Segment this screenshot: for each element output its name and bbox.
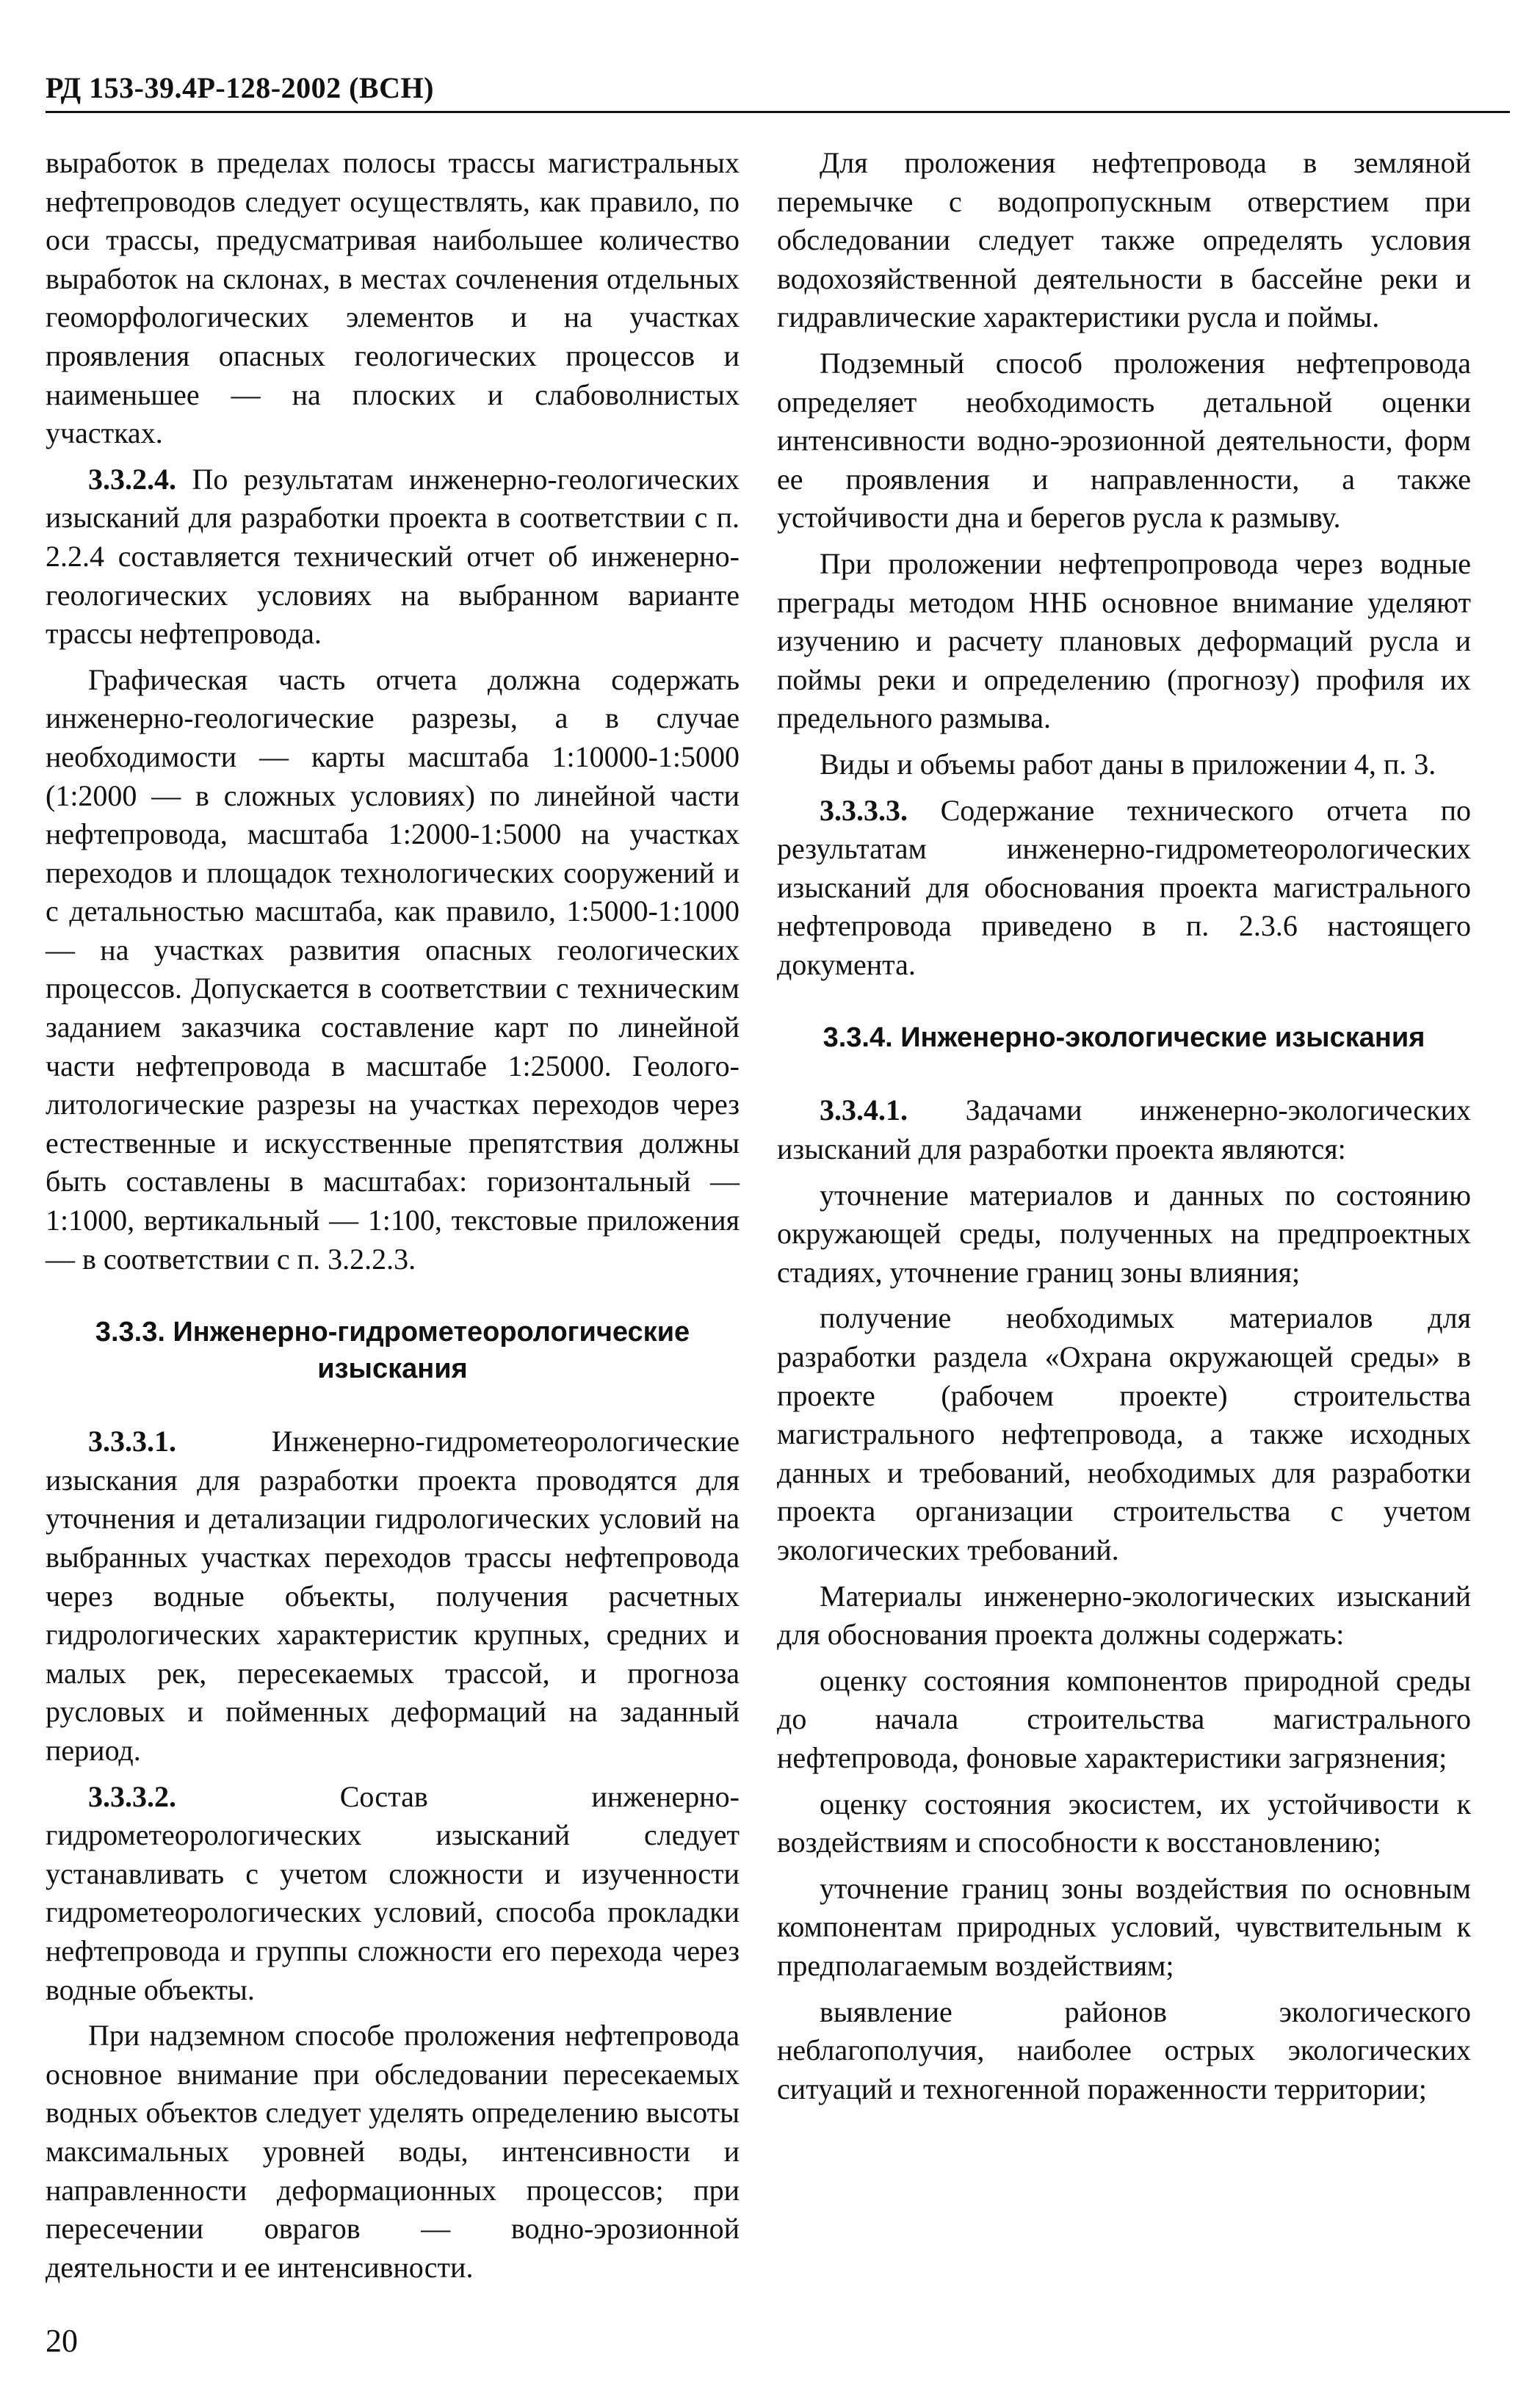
paragraph-text: По результатам инженерно-геологических изысканий для разработки проекта в соответствии с п. 2.2.4 составляется технический отчет об инженерно-геологических условиях на выбранном варианте трассы нефтепровода.	[46, 462, 740, 651]
paragraph	[777, 1091, 1471, 1168]
paragraph: Графическая часть отчета должна содержать инженерно-геологические разрезы, а в случае необходимости — карты масштаба 1:10000-1:5000 (1:2000 — в сложных условиях) по линейной части нефтепровода, масштаба 1:2000-1:5000 на участках переходов и площадок технологических сооружений и с детальностью масштаба, как правило, 1:5000-1:1000 — на участках развития опасных геологических процессов. Допускается в соответствии с техническим заданием заказчика составление карт по линейной части нефтепровода в масштабе 1:25000. Геолого-литологические разрезы на участках переходов через естественные и искусственные препятствия должны быть составлены в масштабах: горизонтальный — 1:1000, вертикальный — 1:100, текстовые приложения — в соответствии с п. 3.2.2.3.	[46, 662, 740, 1276]
paragraph: выработок в пределах полосы трассы магистральных нефтепроводов следует осуществлять, как правило, по оси трассы, предусматривая наибольшее количество выработок на склонах, в местах сочленения отдельных геоморфологических элементов и на участках проявления опасных геологических процессов и наименьшее — на плоских и слабоволнистых участках.	[46, 146, 740, 450]
section-heading: 3.3.3. Инженерно-гидрометеорологические изыскания	[95, 1317, 690, 1385]
document-code: РД 153-39.4Р-128-2002 (ВСН)	[46, 71, 434, 104]
paragraph: Материалы инженерно-экологических изысканий для обоснования проекта должны содержать:	[777, 1579, 1471, 1652]
list-item: оценку состояния экосистем, их устойчивости к воздействиям и способности к восстановлению;	[777, 1787, 1471, 1859]
left-column	[46, 144, 740, 2287]
paragraph-text: Задачами инженерно-экологических изысканий для разработки проекта являются:	[777, 1093, 1471, 1166]
paragraph	[46, 460, 740, 654]
right-column	[777, 144, 1471, 2108]
clause-number: 3.3.3.3.	[820, 793, 908, 827]
paragraph-text: Состав инженерно-гидрометеорологических изысканий следует устанавливать с учетом сложности и изученности гидрометеорологических условий, способа прокладки нефтепровода и группы сложности его перехода через водные объекты.	[46, 1779, 740, 2006]
paragraph: При проложении нефтепропровода через водные преграды методом ННБ основное внимание уделяют изучению и расчету плановых деформаций русла и поймы реки и определению (прогнозу) профиля их предельного размыва.	[777, 546, 1471, 735]
clause-number: 3.3.3.2.	[88, 1779, 176, 1813]
paragraph: Виды и объемы работ даны в приложении 4, п. 3.	[820, 747, 1436, 781]
list-item: уточнение границ зоны воздействия по основным компонентам природных условий, чувствительным к предполагаемым воздействиям;	[777, 1871, 1471, 1982]
clause-number: 3.3.4.1.	[820, 1093, 908, 1127]
paragraph-text: Содержание технического отчета по результатам инженерно-гидрометеорологических изысканий для обоснования проекта магистрального нефтепровода приведено в п. 2.3.6 настоящего документа.	[777, 793, 1471, 981]
running-header	[46, 70, 1510, 113]
clause-number: 3.3.2.4.	[88, 462, 176, 496]
list-item: уточнение материалов и данных по состоянию окружающей среды, полученных на предпроектных стадиях, уточнение границ зоны влияния;	[777, 1178, 1471, 1289]
paragraph	[46, 1778, 740, 2010]
paragraph: При надземном способе проложения нефтепровода основное внимание при обследовании пересекаемых водных объектов следует уделять определению высоты максимальных уровней воды, интенсивности и направленности деформационных процессов; при пересечении оврагов — водно-эрозионной деятельности и ее интенсивности.	[46, 2019, 740, 2284]
list-item: получение необходимых материалов для разработки раздела «Охрана окружающей среды» в проекте (рабочем проекте) строительства магистрального нефтепровода, а также исходных данных и требований, необходимых для разработки проекта организации строительства с учетом экологических требований.	[777, 1301, 1471, 1566]
paragraph	[46, 1422, 740, 1770]
list-item: выявление районов экологического неблагополучия, наиболее острых экологических ситуаций и техногенной пораженности территории;	[777, 1995, 1471, 2105]
paragraph-text: Инженерно-гидрометеорологические изыскания для разработки проекта проводятся для уточнения и детализации гидрологических условий на выбранных участках переходов трассы нефтепровода через водные объекты, получения расчетных гидрологических характеристик крупных, средних и малых рек, пересекаемых трассой, и прогноза русловых и пойменных деформаций на заданный период.	[46, 1425, 740, 1767]
paragraph	[777, 792, 1471, 985]
list-item: оценку состояния компонентов природной среды до начала строительства магистрального нефтепровода, фоновые характеристики загрязнения;	[777, 1663, 1471, 1774]
paragraph: Подземный способ проложения нефтепровода определяет необходимость детальной оценки интенсивности водно-эрозионной деятельности, форм ее проявления и направленности, а также устойчивости дна и берегов русла к размыву.	[777, 346, 1471, 535]
section-heading: 3.3.4. Инженерно-экологические изыскания	[823, 1022, 1425, 1054]
page-number: 20	[46, 2323, 78, 2359]
clause-number: 3.3.3.1.	[88, 1425, 176, 1458]
paragraph: Для проложения нефтепровода в земляной перемычке с водопропускным отверстием при обследовании следует также определять условия водохозяйственной деятельности в бассейне реки и гидравлические характеристики русла и поймы.	[777, 146, 1471, 334]
